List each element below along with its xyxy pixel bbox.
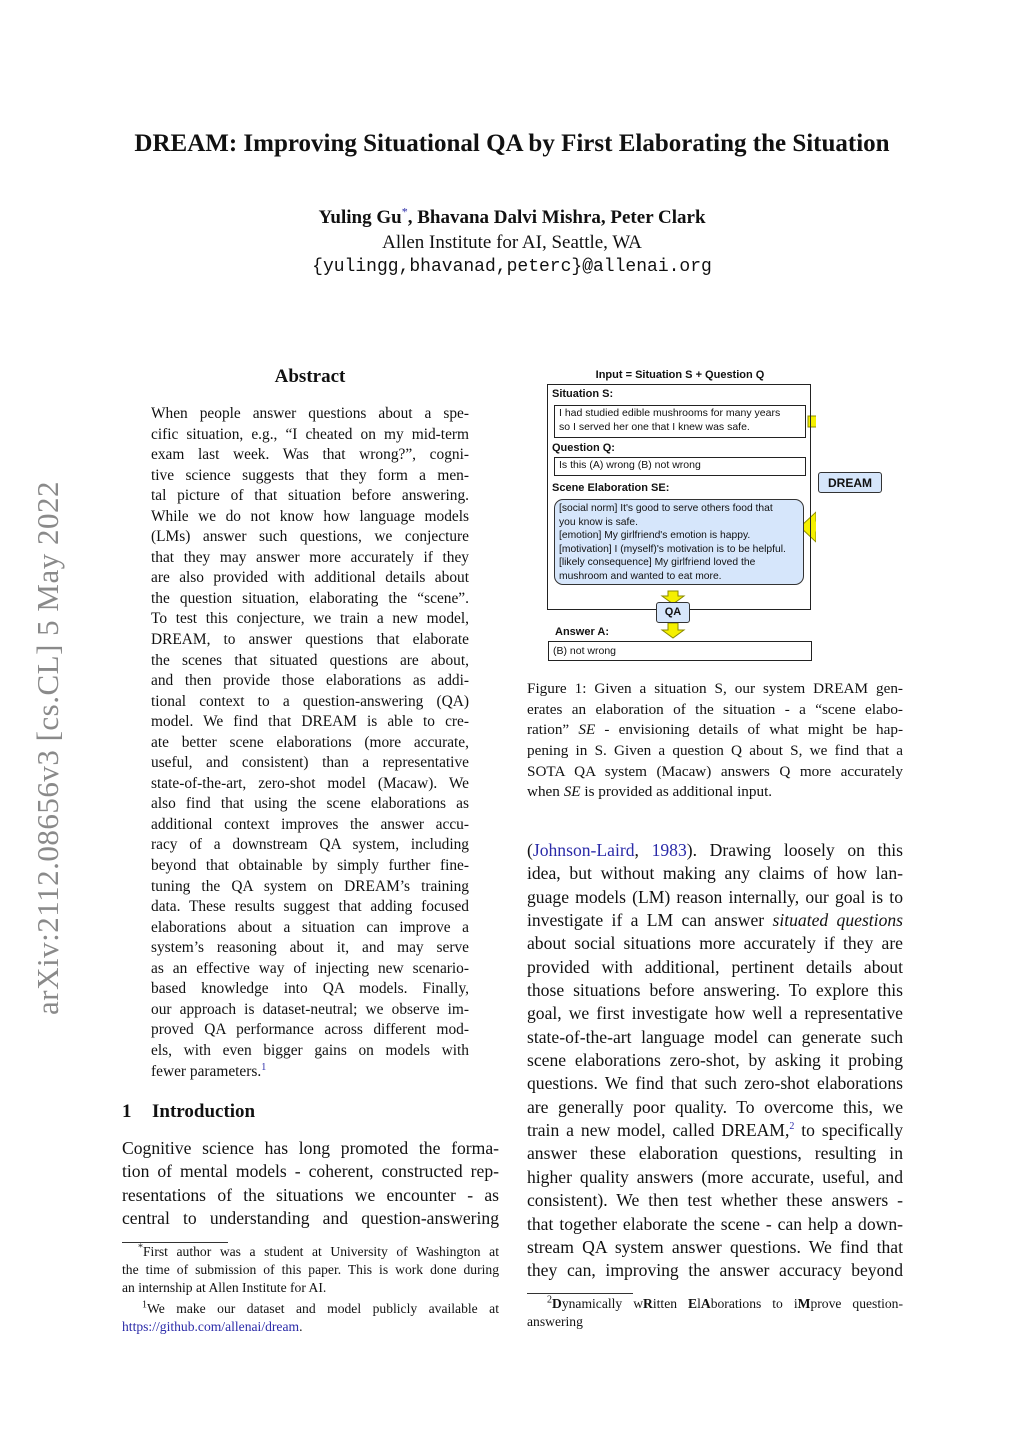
paper-title: DREAM: Improving Situational QA by First Elaborating the Situation (134, 130, 890, 157)
body-line: state-of-the-art language model can generate such (527, 1026, 903, 1047)
citation-johnson-laird[interactable]: Johnson-Laird (532, 840, 635, 860)
body-line: about social situations more accurately if they are (527, 933, 903, 954)
abstract-line: ate better scene elaborations (more accurate, (151, 733, 469, 751)
github-link[interactable]: https://github.com/allenai/dream (122, 1318, 300, 1334)
body-text: ). Drawing loosely on this (686, 840, 904, 860)
abstract-line: elaborations about a situation can improve a (151, 918, 469, 936)
footnote-2-line (527, 1295, 903, 1313)
question-box: Is this (A) wrong (B) not wrong (554, 457, 806, 476)
body-text: investigate if a LM can answer (527, 910, 773, 931)
section-number: 1 (122, 1101, 132, 1122)
footnote-2 (527, 1294, 903, 1331)
footnote-2-mark: 2 (547, 1294, 552, 1306)
body-line: are generally poor quality. To overcome this, we (527, 1096, 903, 1117)
body-line: scene elaborations zero-shot, by asking it probing (527, 1050, 903, 1071)
abstract-line: To test this conjecture, we train a new model, (151, 610, 469, 628)
math-se: SE (563, 783, 581, 801)
figure-1 (546, 364, 872, 664)
situation-text-line: so I served her one that I knew was safe. (559, 420, 750, 433)
figure-1-caption (527, 679, 903, 803)
footnote-1-line (122, 1318, 499, 1336)
body-line: answer these elaboration questions, resulting in (527, 1143, 903, 1164)
footnote-2-ref[interactable]: 2 (789, 1121, 795, 1133)
answer-label: Answer A: (555, 626, 609, 638)
body-line: questions. We find that such zero-shot elaborations (527, 1073, 903, 1094)
arrow-qa-to-answer (662, 623, 684, 638)
footnote-text: prove question- (810, 1296, 903, 1311)
abstract-line: beyond that obtainable by simply further fine- (151, 857, 469, 875)
caption-line: Figure 1: Given a situation S, our system DREAM gen- (527, 680, 903, 697)
abstract-line: tal picture of that situation before answering. (151, 487, 469, 505)
intro-line: tion of mental models - coherent, constructed rep- (122, 1161, 499, 1182)
caption-text: ration” (527, 721, 570, 739)
scene-line: [social norm] It's good to serve others food that (559, 503, 773, 514)
answer-box: (B) not wrong (548, 641, 812, 661)
caption-text: when (527, 783, 560, 801)
body-line (527, 839, 903, 862)
body-text: to specifically (794, 1120, 903, 1141)
section-title: Introduction (152, 1101, 256, 1122)
first-author: Yuling Gu (318, 207, 402, 228)
scene-line: [emotion] My girlfriend's emotion is happy. (559, 530, 751, 542)
abstract-line: model. We find that DREAM is able to cre- (151, 713, 469, 731)
situation-label: Situation S: (552, 388, 614, 400)
abstract-last-text: fewer parameters. (151, 1062, 262, 1080)
caption-line (527, 782, 903, 803)
abstract-line (151, 1062, 469, 1083)
math-se: SE (578, 721, 596, 739)
affiliation: Allen Institute for AI, Seattle, WA (382, 232, 642, 253)
abstract-line: When people answer questions about a spe- (151, 405, 469, 422)
abstract-line: While we do not know how language models (151, 507, 469, 525)
situation-text-line: I had studied edible mushrooms for many years (559, 407, 781, 419)
abstract-body (151, 404, 469, 1082)
citation-comma: , (634, 840, 652, 860)
abstract-line: are also provided with additional details about (151, 569, 469, 587)
abstract-line: based knowledge into QA models. Finally, (151, 980, 469, 998)
situation-box (554, 405, 806, 438)
abstract-line: that they may answer more accurately if they (151, 548, 469, 566)
footnote-text: First author was a student at University of Washington at (143, 1244, 499, 1259)
scene-line: [motivation] I (myself)'s motivation is to be helpful. (559, 543, 786, 555)
abstract-line: tive science suggests that they form a men- (151, 466, 469, 484)
abstract-line: useful, and consistent) than a representative (151, 754, 469, 772)
footnote-text: borations to i (710, 1296, 798, 1311)
body-line: higher quality answers (more accurate, useful, and (527, 1166, 903, 1187)
body-line: they can, improving the answer accuracy beyond (527, 1260, 903, 1281)
scene-line: you know is safe. (559, 516, 638, 528)
figure-input-title: Input = Situation S + Question Q (595, 369, 765, 381)
caption-text: - envisioning details of what might be hap- (604, 721, 904, 739)
footnote-star-mark: * (138, 1242, 143, 1254)
abstract-line: additional context improves the answer accu- (151, 815, 469, 833)
caption-line: erates an elaboration of the situation - a “scene elabo- (527, 700, 903, 718)
footnote-period: . (299, 1318, 303, 1334)
caption-line (527, 720, 903, 741)
body-line: stream QA system answer questions. We find that (527, 1236, 903, 1257)
abstract-line: the question situation, elaborating the “scene”. (151, 589, 469, 607)
abstract-line: racy of a downstream QA system, including (151, 836, 469, 854)
dream-model-badge: DREAM (818, 472, 882, 493)
acronym-letter: D (552, 1296, 562, 1311)
footnote-star-line: the time of submission of this paper. This is work done during (122, 1262, 499, 1278)
footnote-1-mark: 1 (142, 1299, 147, 1311)
footnote-2-line: answering (527, 1314, 583, 1330)
body-line (527, 909, 903, 932)
intro-line: Cognitive science has long promoted the forma- (122, 1138, 499, 1158)
caption-text: is provided as additional input. (584, 783, 773, 801)
acronym-letter: M (797, 1296, 811, 1311)
acronym-letter: R (643, 1296, 653, 1311)
abstract-line: tional context to a question-answering (QA) (151, 692, 469, 710)
body-line: idea, but without making any claims of how lan- (527, 863, 903, 884)
question-label: Question Q: (552, 442, 615, 454)
qa-model-badge: QA (656, 602, 690, 623)
acronym-letter: E (688, 1296, 698, 1311)
body-line: that together elaborate the scene - can help a down- (527, 1213, 903, 1234)
footnotes-left (122, 1243, 499, 1336)
abstract-line: as an effective way of injecting new scenario- (151, 959, 469, 977)
footnote-text: l (697, 1296, 701, 1311)
abstract-line: proved QA performance across different mod- (151, 1021, 469, 1039)
footnote-text: itten (652, 1296, 689, 1311)
abstract-line: data. These results suggest that adding focused (151, 898, 469, 916)
abstract-line: state-of-the-art, zero-shot model (Macaw). We (151, 774, 469, 792)
scene-line: mushroom and wanted to eat more. (559, 570, 722, 582)
body-line: goal, we first investigate how well a representative (527, 1003, 903, 1024)
paren-open: ( (527, 840, 533, 860)
abstract-line: the scenes that situated questions are about, (151, 651, 469, 669)
scene-line: [likely consequence] My girlfriend loved the (559, 557, 756, 569)
caption-line: pening in S. Given a question Q about S, we find that a (527, 742, 903, 760)
other-authors: , Bhavana Dalvi Mishra, Peter Clark (407, 207, 706, 228)
paper-authors (0, 204, 1024, 229)
abstract-line: and then provide those elaborations as addi- (151, 672, 469, 690)
scene-elaboration-label: Scene Elaboration SE: (552, 482, 670, 494)
abstract-line: system’s reasoning about it, and may serve (151, 939, 469, 957)
emphasis-situated-questions: situated questions (772, 910, 904, 931)
body-line: consistent). We then test whether these answers - (527, 1190, 903, 1211)
arxiv-side-stamp: arXiv:2112.08656v3 [cs.CL] 5 May 2022 (30, 481, 65, 1015)
intro-body (122, 1137, 499, 1230)
first-author-mark[interactable]: * (401, 204, 408, 219)
abstract-line: also find that using the scene elaborations as (151, 795, 469, 813)
body-line (527, 1119, 903, 1142)
section-heading-introduction (122, 1101, 255, 1123)
footnote-text: ynamically w (561, 1296, 644, 1311)
footnote-text: We make our dataset and model publicly available at (147, 1300, 499, 1316)
abstract-line: exam last week. Was that wrong?”, cogni- (151, 446, 469, 464)
footnote-star-line (122, 1243, 499, 1261)
body-line: provided with additional, pertinent details about (527, 956, 903, 977)
body-line: those situations before answering. To explore this (527, 980, 903, 1001)
author-emails: {yulingg,bhavanad,peterc}@allenai.org (312, 257, 712, 277)
body-text: train a new model, called DREAM, (527, 1120, 790, 1141)
scene-elaboration-box (554, 499, 804, 585)
abstract-line: els, with even bigger gains on models with (151, 1041, 469, 1059)
intro-line: resentations of the situations we encounter - as (122, 1184, 499, 1205)
abstract-line: (LMs) answer such questions, we conjecture (151, 528, 469, 546)
footnote-1-ref[interactable]: 1 (261, 1061, 267, 1073)
caption-line: SOTA QA system (Macaw) answers Q more accurately (527, 762, 903, 780)
abstract-heading: Abstract (274, 366, 346, 387)
citation-year[interactable]: 1983 (651, 840, 687, 860)
abstract-line: cific situation, e.g., “I cheated on my mid-term (151, 425, 469, 443)
intro-line: central to understanding and question-answering (122, 1208, 499, 1229)
right-column-body (527, 839, 903, 1283)
abstract-line: our approach is dataset-neutral; we observe im- (151, 1000, 469, 1018)
acronym-letter: A (700, 1296, 711, 1311)
body-line: guage models (LM) reason internally, our goal is to (527, 886, 903, 907)
abstract-line: tuning the QA system on DREAM’s training (151, 877, 469, 895)
abstract-line: DREAM, to answer questions that elaborate (151, 631, 469, 649)
footnote-star-line: an internship at Allen Institute for AI. (122, 1280, 327, 1296)
footnote-1-line (122, 1300, 499, 1318)
